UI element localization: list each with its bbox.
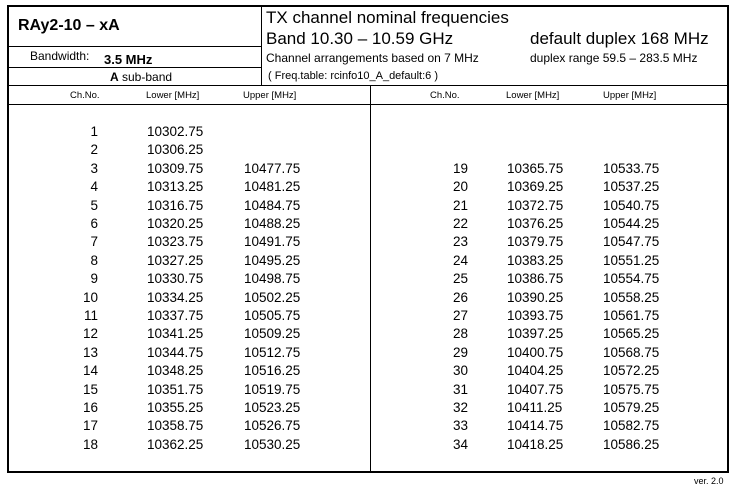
col-header-upper-left: Upper [MHz] (243, 90, 297, 101)
left-lower-freq: 10323.75 (147, 234, 204, 250)
right-lower-freq: 10390.25 (507, 289, 564, 305)
right-ch-no: 23 (452, 234, 468, 250)
left-upper-freq: 10488.25 (244, 216, 301, 231)
left-ch-no: 10 (82, 289, 98, 305)
left-lower-freq: 10358.75 (147, 418, 204, 434)
right-upper-freq: 10586.25 (603, 436, 660, 452)
version-label: ver. 2.0 (694, 476, 724, 486)
right-upper-freq: 10582.75 (603, 418, 660, 434)
subband-label (110, 70, 172, 84)
right-lower-freq: 10404.25 (507, 363, 564, 379)
col-header-ch-right: Ch.No. (430, 90, 460, 101)
right-lower-freq: 10414.75 (507, 418, 564, 434)
right-upper-freq: 10565.25 (603, 326, 660, 342)
left-lower-freq: 10306.25 (147, 142, 204, 158)
right-upper-freq: 10575.75 (603, 381, 660, 397)
right-lower-freq: 10365.75 (507, 160, 564, 176)
right-ch-no: 32 (452, 400, 468, 415)
right-lower-freq: 10376.25 (507, 216, 564, 231)
right-ch-no: 34 (452, 436, 468, 452)
band-range: Band 10.30 – 10.59 GHz (266, 29, 454, 48)
right-ch-no: 29 (452, 344, 468, 360)
header-divider-columns (7, 85, 729, 86)
subband-text: sub-band (118, 70, 173, 84)
header-divider-table (7, 104, 729, 105)
left-lower-freq: 10316.75 (147, 197, 204, 213)
right-ch-no: 30 (452, 363, 468, 379)
right-lower-freq: 10411.25 (507, 400, 563, 415)
right-lower-freq: 10383.25 (507, 252, 564, 268)
header-divider-top (7, 46, 261, 47)
left-upper-freq: 10523.25 (244, 400, 301, 415)
left-upper-freq: 10477.75 (244, 160, 301, 176)
left-upper-freq: 10495.25 (244, 252, 301, 268)
left-ch-no: 8 (90, 252, 98, 268)
left-lower-freq: 10330.75 (147, 271, 204, 287)
default-duplex: default duplex 168 MHz (530, 29, 709, 48)
header-divider-mid (7, 67, 261, 68)
col-header-ch-left: Ch.No. (70, 90, 100, 101)
right-lower-freq: 10418.25 (507, 436, 564, 452)
right-lower-freq: 10379.75 (507, 234, 564, 250)
left-lower-freq: 10327.25 (147, 252, 204, 268)
right-upper-freq: 10558.25 (603, 289, 660, 305)
left-ch-no: 11 (83, 308, 98, 323)
right-ch-no: 21 (452, 197, 468, 213)
left-ch-no: 4 (90, 179, 98, 195)
left-ch-no: 14 (82, 363, 98, 379)
left-ch-no: 6 (90, 216, 98, 231)
left-upper-freq: 10505.75 (244, 308, 301, 323)
left-ch-no: 12 (82, 326, 98, 342)
left-lower-freq: 10309.75 (147, 160, 204, 176)
left-upper-freq: 10530.25 (244, 436, 301, 452)
left-ch-no: 16 (82, 400, 98, 415)
right-ch-no: 27 (452, 308, 468, 323)
channel-arrangement: Channel arrangements based on 7 MHz (266, 51, 479, 65)
left-upper-freq: 10502.25 (244, 289, 301, 305)
bandwidth-label: Bandwidth: (30, 49, 90, 63)
right-lower-freq: 10407.75 (507, 381, 564, 397)
freq-table-ref: ( Freq.table: rcinfo10_A_default:6 ) (268, 70, 438, 82)
left-ch-no: 2 (90, 142, 98, 158)
col-header-lower-left: Lower [MHz] (146, 90, 200, 101)
right-ch-no: 24 (452, 252, 468, 268)
left-lower-freq: 10341.25 (147, 326, 204, 342)
left-lower-freq: 10320.25 (147, 216, 204, 231)
left-ch-no: 17 (82, 418, 98, 434)
right-upper-freq: 10568.75 (603, 344, 660, 360)
right-lower-freq: 10397.25 (507, 326, 564, 342)
right-upper-freq: 10561.75 (603, 308, 660, 323)
right-ch-no: 20 (452, 179, 468, 195)
left-ch-no: 15 (82, 381, 98, 397)
right-ch-no: 25 (452, 271, 468, 287)
left-ch-no: 3 (90, 160, 98, 176)
right-upper-freq: 10579.25 (603, 400, 660, 415)
left-lower-freq: 10337.75 (147, 308, 204, 323)
page-title: TX channel nominal frequencies (266, 8, 509, 27)
model-title: RAy2-10 – xA (18, 17, 120, 34)
left-ch-no: 1 (90, 124, 98, 139)
right-upper-freq: 10533.75 (603, 160, 660, 176)
left-upper-freq: 10519.75 (244, 381, 301, 397)
left-lower-freq: 10313.25 (147, 179, 204, 195)
right-ch-no: 26 (452, 289, 468, 305)
left-ch-no: 9 (90, 271, 98, 287)
bandwidth-value: 3.5 MHz (104, 52, 153, 67)
right-upper-freq: 10537.25 (603, 179, 660, 195)
right-upper-freq: 10540.75 (603, 197, 660, 213)
right-ch-no: 19 (452, 160, 468, 176)
left-upper-freq: 10526.75 (244, 418, 301, 434)
header-vertical-divider (261, 5, 262, 85)
left-ch-no: 7 (90, 234, 98, 250)
left-ch-no: 13 (82, 344, 98, 360)
right-upper-freq: 10554.75 (603, 271, 660, 287)
col-header-upper-right: Upper [MHz] (603, 90, 657, 101)
right-ch-no: 33 (452, 418, 468, 434)
left-lower-freq: 10334.25 (147, 289, 204, 305)
right-lower-freq: 10372.75 (507, 197, 564, 213)
right-upper-freq: 10547.75 (603, 234, 660, 250)
left-upper-freq: 10516.25 (244, 363, 301, 379)
left-upper-freq: 10509.25 (244, 326, 301, 342)
left-upper-freq: 10484.75 (244, 197, 301, 213)
right-ch-no: 22 (452, 216, 468, 231)
left-upper-freq: 10491.75 (244, 234, 301, 250)
right-ch-no: 28 (452, 326, 468, 342)
left-lower-freq: 10344.75 (147, 344, 204, 360)
left-ch-no: 5 (90, 197, 98, 213)
left-upper-freq: 10512.75 (244, 344, 301, 360)
right-upper-freq: 10544.25 (603, 216, 660, 231)
subband-letter: A (110, 70, 119, 84)
right-lower-freq: 10393.75 (507, 308, 564, 323)
right-upper-freq: 10572.25 (603, 363, 660, 379)
right-upper-freq: 10551.25 (603, 252, 660, 268)
left-upper-freq: 10498.75 (244, 271, 301, 287)
right-lower-freq: 10400.75 (507, 344, 564, 360)
left-lower-freq: 10351.75 (147, 381, 204, 397)
table-center-divider (370, 85, 371, 473)
left-lower-freq: 10362.25 (147, 436, 204, 452)
right-ch-no: 31 (452, 381, 468, 397)
col-header-lower-right: Lower [MHz] (506, 90, 560, 101)
right-lower-freq: 10369.25 (507, 179, 564, 195)
left-ch-no: 18 (82, 436, 98, 452)
left-lower-freq: 10302.75 (147, 124, 204, 139)
left-lower-freq: 10348.25 (147, 363, 204, 379)
left-lower-freq: 10355.25 (147, 400, 204, 415)
right-lower-freq: 10386.75 (507, 271, 564, 287)
duplex-range: duplex range 59.5 – 283.5 MHz (530, 51, 698, 65)
left-upper-freq: 10481.25 (244, 179, 301, 195)
